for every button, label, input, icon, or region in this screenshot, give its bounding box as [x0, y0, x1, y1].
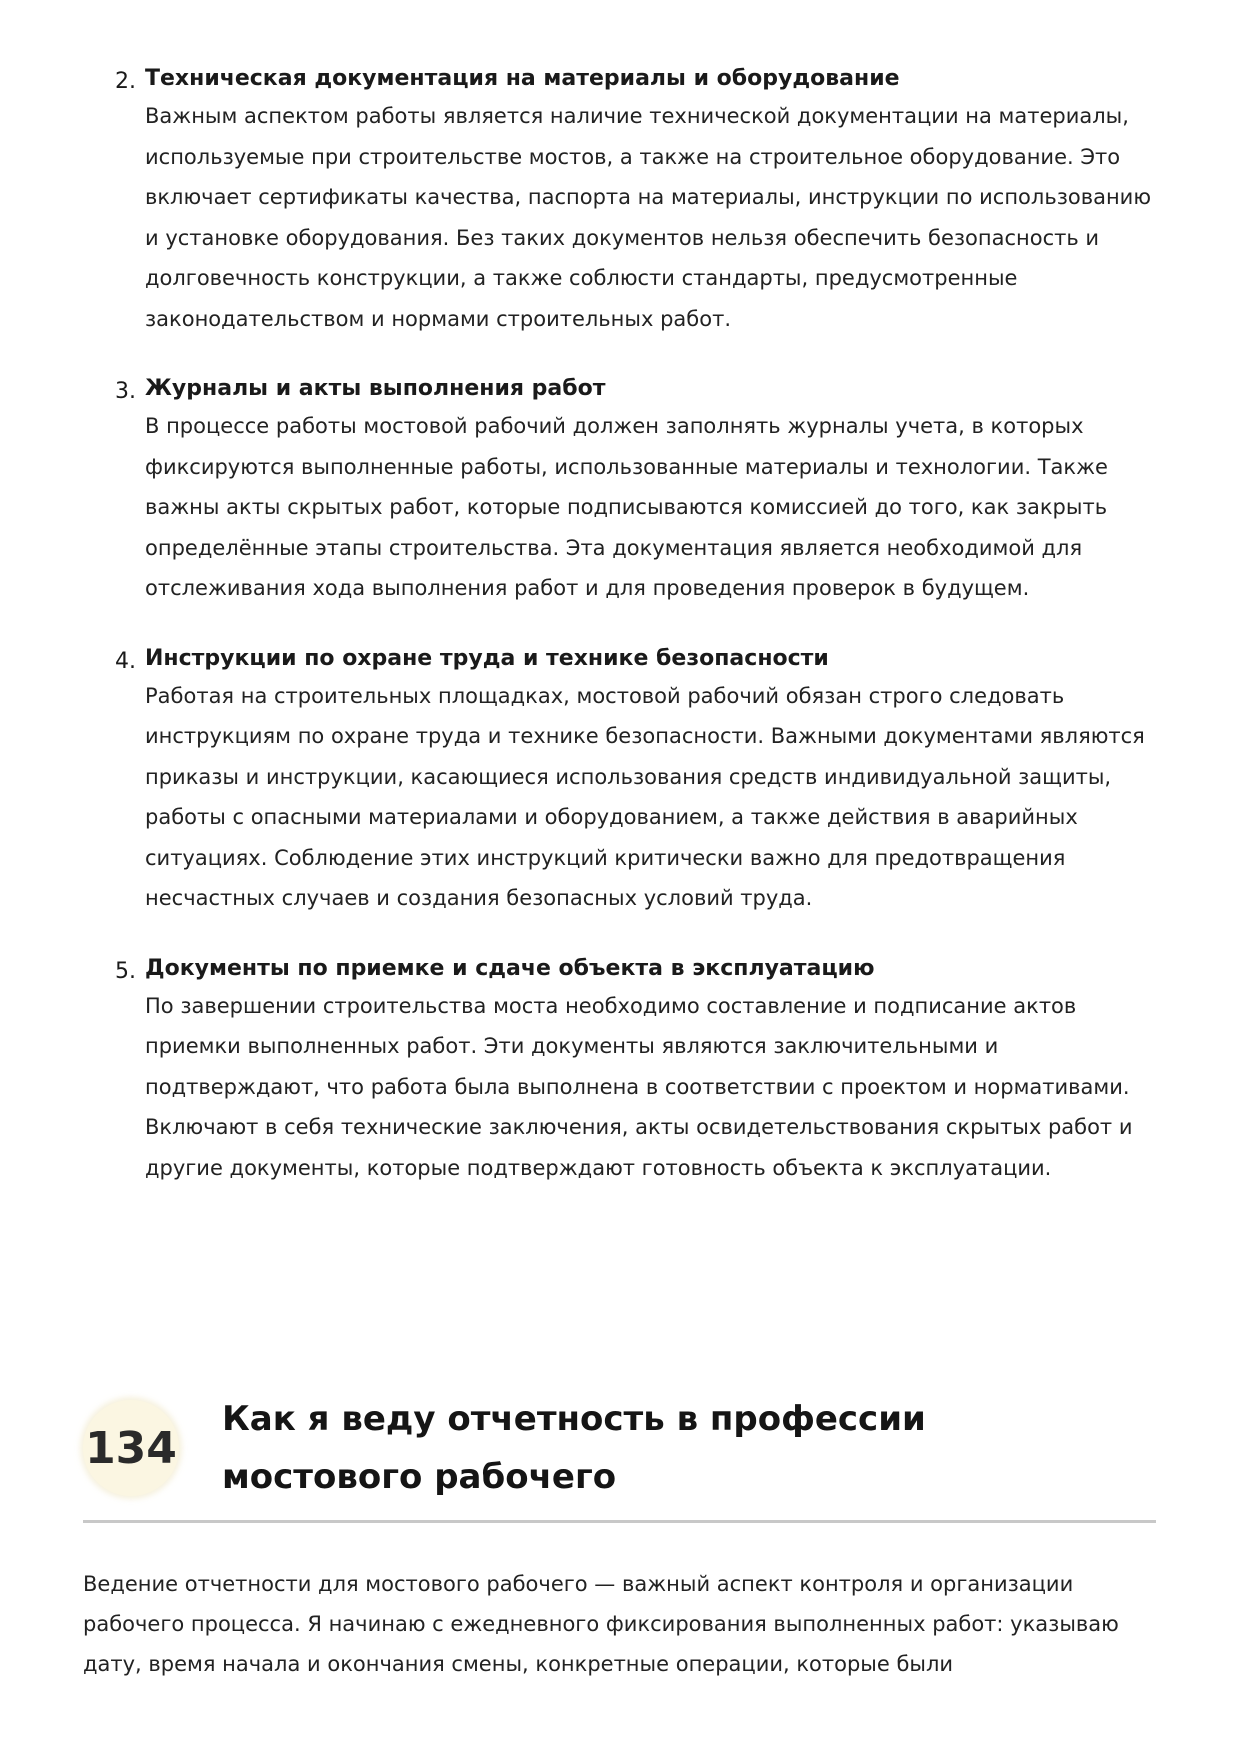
numbered-list — [115, 62, 1155, 1221]
list-item-title: Техническая документация на материалы и оборудование — [145, 66, 900, 91]
list-item-title: Журналы и акты выполнения работ — [145, 376, 606, 401]
list-item-number: 4. — [115, 648, 136, 674]
list-item — [115, 952, 1155, 1189]
list-item-title: Инструкции по охране труда и технике безопасности — [145, 645, 829, 671]
list-item-body: Работая на строительных площадках, мостовой рабочий обязан строго следовать инструкциям по охране труда и технике безопасности. Важными документами являются приказы и инструкции, касающиеся использования средств индивидуальной защиты, работы с опасными материалами и оборудованием, а также действия в аварийных ситуациях. Соблюдение этих инструкций критически важно для предотвращения несчастных случаев и создания безопасных условий труда. — [145, 683, 1145, 910]
list-item — [115, 372, 1155, 609]
list-item-number: 2. — [115, 69, 136, 94]
list-item-title: Документы по приемке и сдаче объекта в эксплуатацию — [145, 955, 875, 981]
section-header — [83, 1390, 1156, 1523]
list-item-body: Важным аспектом работы является наличие технической документации на материалы, используемые при строительстве мостов, а также на строительное оборудование. Это включает сертификаты качества, паспорта на материалы, инструкции по использованию и установке оборудования. Без таких документов нельзя обеспечить безопасность и долговечность конструкции, а также соблюсти стандарты, предусмотренные законодательством и нормами строительных работ. — [145, 104, 1152, 331]
list-item-body: В процессе работы мостовой рабочий должен заполнять журналы учета, в которых фиксируются выполненные работы, использованные материалы и технологии. Также важны акты скрытых работ, которые подписываются комиссией до того, как закрыть определённые этапы строительства. Эта документация является необходимой для отслеживания хода выполнения работ и для проведения проверок в будущем. — [145, 414, 1108, 600]
intro-paragraph: Ведение отчетности для мостового рабочего — важный аспект контроля и организации рабочего процесса. Я начинаю с ежедневного фиксирования выполненных работ: указываю дату, время начала и окончания смены, конкретные операции, которые были — [83, 1572, 1119, 1676]
list-item-body: По завершении строительства моста необходимо составление и подписание актов приемки выполненных работ. Эти документы являются заключительными и подтверждают, что работа была выполнена в соответствии с проектом и нормативами. Включают в себя технические заключения, акты освидетельствования скрытых работ и другие документы, которые подтверждают готовность объекта к эксплуатации. — [145, 993, 1133, 1180]
list-item — [115, 642, 1155, 919]
list-item — [115, 62, 1155, 339]
list-item-number: 5. — [115, 958, 136, 984]
list-item-number: 3. — [115, 379, 136, 404]
section-number-badge: 134 — [83, 1400, 179, 1496]
section-title: Как я веду отчетность в профессии мостового рабочего — [222, 1399, 926, 1497]
